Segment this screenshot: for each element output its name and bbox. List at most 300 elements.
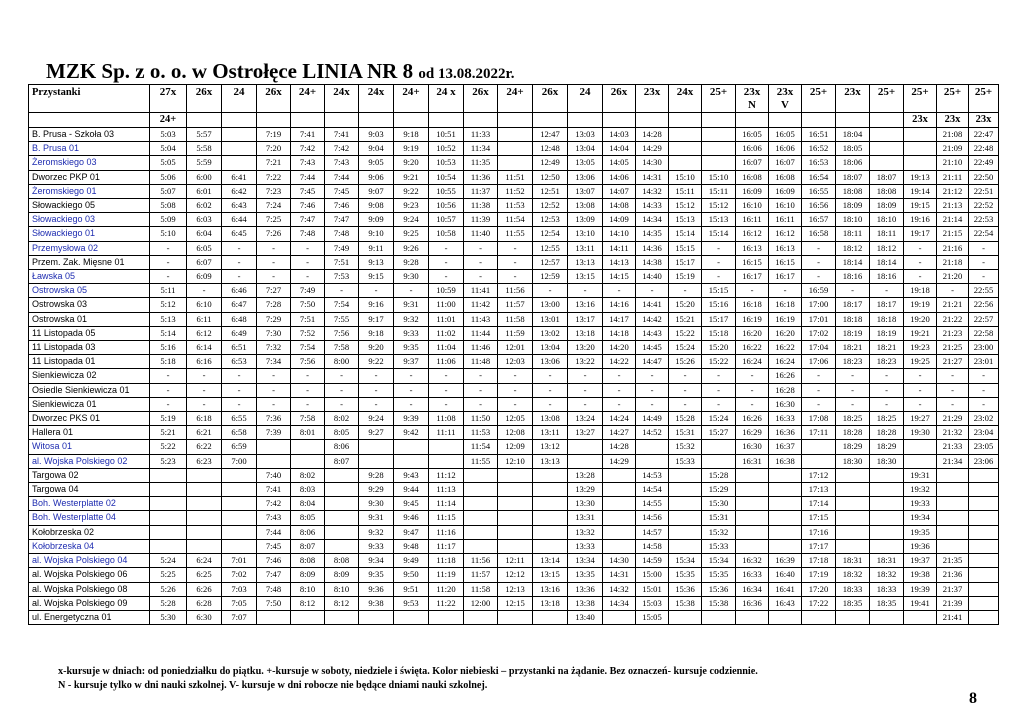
departure-time <box>870 156 904 170</box>
departure-time: 16:11 <box>769 213 802 227</box>
departure-time <box>769 483 802 497</box>
departure-time: 15:13 <box>669 213 702 227</box>
departure-time: 13:34 <box>568 554 603 568</box>
departure-time: 7:50 <box>257 596 291 610</box>
stops-header: Przystanki <box>29 85 150 113</box>
departure-time: 12:51 <box>533 184 568 198</box>
departure-time: 9:45 <box>394 497 429 511</box>
departure-time: - <box>429 383 464 397</box>
departure-time: 19:33 <box>904 497 937 511</box>
departure-time: 12:57 <box>533 255 568 269</box>
departure-time: 14:43 <box>636 326 669 340</box>
departure-time: 17:13 <box>802 483 836 497</box>
departure-time: 7:42 <box>257 497 291 511</box>
departure-time: 8:02 <box>291 468 325 482</box>
departure-time: 15:31 <box>669 426 702 440</box>
departure-time: 9:51 <box>394 582 429 596</box>
departure-time: 5:21 <box>150 426 187 440</box>
departure-time: 11:19 <box>429 568 464 582</box>
departure-time <box>464 511 498 525</box>
departure-time: 6:53 <box>222 355 257 369</box>
course-subheader <box>359 113 394 128</box>
departure-time: 15:32 <box>702 525 736 539</box>
departure-time: 17:12 <box>802 468 836 482</box>
departure-time: 6:30 <box>187 610 222 624</box>
departure-time: 6:59 <box>222 440 257 454</box>
departure-time <box>603 511 636 525</box>
departure-time: 14:17 <box>603 312 636 326</box>
departure-time <box>187 497 222 511</box>
departure-time: 7:32 <box>257 341 291 355</box>
departure-time: 16:08 <box>769 170 802 184</box>
departure-time: 7:52 <box>291 326 325 340</box>
departure-time: - <box>257 255 291 269</box>
departure-time <box>394 440 429 454</box>
departure-time: 11:35 <box>464 156 498 170</box>
departure-time: 12:53 <box>533 213 568 227</box>
departure-time: 9:48 <box>394 539 429 553</box>
departure-time: - <box>464 255 498 269</box>
departure-time: 18:31 <box>870 554 904 568</box>
departure-time: 5:03 <box>150 128 187 142</box>
departure-time: 14:09 <box>603 213 636 227</box>
stop-name: Słowackiego 05 <box>29 199 150 213</box>
departure-time: 7:45 <box>257 539 291 553</box>
course-subheader <box>870 113 904 128</box>
departure-time: - <box>904 397 937 411</box>
departure-time <box>603 525 636 539</box>
departure-time: 13:24 <box>568 412 603 426</box>
departure-time: 16:18 <box>769 298 802 312</box>
departure-time: 18:30 <box>836 454 870 468</box>
footnote-legend: x-kursuje w dniach: od poniedziałku do piątku. +-kursuje w soboty, niedziele i święta. Kolor niebieski – przystanki na żądanie. Bez oznaczeń- kursuje codziennie. <box>58 666 758 677</box>
course-header: 24+ <box>498 85 533 113</box>
course-subheader <box>636 113 669 128</box>
departure-time: 22:52 <box>969 199 999 213</box>
departure-time: 23:06 <box>969 454 999 468</box>
departure-time: 18:11 <box>870 227 904 241</box>
departure-time: 21:36 <box>937 568 969 582</box>
departure-time: 18:35 <box>836 596 870 610</box>
departure-time: - <box>937 369 969 383</box>
departure-time: 7:34 <box>257 355 291 369</box>
departure-time: - <box>325 397 359 411</box>
departure-time: 15:10 <box>669 170 702 184</box>
departure-time: 18:32 <box>870 568 904 582</box>
departure-time: 9:46 <box>394 511 429 525</box>
departure-time: - <box>464 383 498 397</box>
departure-time: 13:18 <box>533 596 568 610</box>
departure-time: - <box>291 241 325 255</box>
departure-time: 17:00 <box>802 298 836 312</box>
departure-time: 6:44 <box>222 213 257 227</box>
course-header: 25+ <box>904 85 937 113</box>
departure-time: - <box>836 383 870 397</box>
departure-time: 18:33 <box>836 582 870 596</box>
departure-time: 6:55 <box>222 412 257 426</box>
departure-time: - <box>702 369 736 383</box>
departure-time <box>222 497 257 511</box>
departure-time: 15:22 <box>702 355 736 369</box>
departure-time: 13:04 <box>533 341 568 355</box>
departure-time: 14:13 <box>603 255 636 269</box>
departure-time: 9:27 <box>359 426 394 440</box>
departure-time <box>498 483 533 497</box>
departure-time: - <box>669 369 702 383</box>
departure-time: 7:55 <box>325 312 359 326</box>
departure-time: 13:28 <box>568 468 603 482</box>
departure-time: 6:25 <box>187 568 222 582</box>
departure-time: - <box>150 241 187 255</box>
departure-time: 7:00 <box>222 454 257 468</box>
course-header: 25+ <box>870 85 904 113</box>
departure-time: 11:11 <box>429 426 464 440</box>
departure-time: - <box>291 369 325 383</box>
course-header: 26x <box>187 85 222 113</box>
departure-time: 14:52 <box>636 426 669 440</box>
course-header: 24 x <box>429 85 464 113</box>
departure-time: 7:26 <box>257 227 291 241</box>
table-row <box>29 326 999 340</box>
departure-time: 21:41 <box>937 610 969 624</box>
departure-time: 16:20 <box>769 326 802 340</box>
departure-time <box>736 610 769 624</box>
departure-time: 14:40 <box>636 270 669 284</box>
course-subheader <box>394 113 429 128</box>
departure-time: 15:31 <box>702 511 736 525</box>
departure-time: 13:38 <box>568 596 603 610</box>
course-subheader <box>429 113 464 128</box>
departure-time <box>937 497 969 511</box>
departure-time: 10:54 <box>429 170 464 184</box>
departure-time: 17:20 <box>802 582 836 596</box>
departure-time: 13:20 <box>568 341 603 355</box>
departure-time: 21:35 <box>937 554 969 568</box>
departure-time: 11:56 <box>498 284 533 298</box>
departure-time: - <box>736 397 769 411</box>
departure-time: 12:55 <box>533 241 568 255</box>
stop-name: Ostrowska 01 <box>29 312 150 326</box>
departure-time: 21:27 <box>937 355 969 369</box>
departure-time <box>904 128 937 142</box>
departure-time: 18:31 <box>836 554 870 568</box>
departure-time: 18:23 <box>836 355 870 369</box>
departure-time: 12:54 <box>533 227 568 241</box>
departure-time: 17:17 <box>802 539 836 553</box>
departure-time: 21:11 <box>937 170 969 184</box>
table-row <box>29 284 999 298</box>
departure-time: 16:33 <box>736 568 769 582</box>
departure-time: - <box>603 383 636 397</box>
departure-time: 16:12 <box>769 227 802 241</box>
departure-time <box>702 454 736 468</box>
departure-time: 7:47 <box>291 213 325 227</box>
departure-time: 7:44 <box>291 170 325 184</box>
departure-time: 7:25 <box>257 213 291 227</box>
departure-time: 14:32 <box>636 184 669 198</box>
departure-time: 16:53 <box>802 156 836 170</box>
departure-time <box>291 454 325 468</box>
departure-time: 9:33 <box>394 326 429 340</box>
departure-time: 15:33 <box>702 539 736 553</box>
departure-time: 7:28 <box>257 298 291 312</box>
departure-time: - <box>802 255 836 269</box>
departure-time: 10:53 <box>429 156 464 170</box>
departure-time <box>464 610 498 624</box>
departure-time: 5:06 <box>150 170 187 184</box>
departure-time: 18:18 <box>870 312 904 326</box>
departure-time: 7:22 <box>257 170 291 184</box>
departure-time: - <box>150 255 187 269</box>
course-subheader <box>291 113 325 128</box>
departure-time: 11:54 <box>464 440 498 454</box>
table-row <box>29 426 999 440</box>
table-row <box>29 582 999 596</box>
course-subheader <box>187 113 222 128</box>
departure-time: 14:38 <box>636 255 669 269</box>
departure-time: 10:51 <box>429 128 464 142</box>
departure-time <box>533 497 568 511</box>
departure-time: 18:14 <box>870 255 904 269</box>
departure-time <box>498 468 533 482</box>
departure-time: 15:03 <box>636 596 669 610</box>
departure-time: 16:05 <box>736 128 769 142</box>
departure-time: 15:24 <box>702 412 736 426</box>
departure-time: 22:48 <box>969 142 999 156</box>
departure-time <box>222 511 257 525</box>
departure-time: 11:18 <box>429 554 464 568</box>
departure-time: 9:50 <box>394 568 429 582</box>
departure-time: 19:38 <box>904 568 937 582</box>
departure-time: 15:30 <box>702 497 736 511</box>
departure-time: 5:58 <box>187 142 222 156</box>
departure-time: - <box>257 383 291 397</box>
departure-time: 7:41 <box>257 483 291 497</box>
departure-time: - <box>969 383 999 397</box>
departure-time: - <box>464 397 498 411</box>
departure-time: - <box>394 383 429 397</box>
departure-time: 9:24 <box>359 412 394 426</box>
stop-name: Boh. Westerplatte 04 <box>29 511 150 525</box>
departure-time: 15:33 <box>669 454 702 468</box>
departure-time: 7:49 <box>325 241 359 255</box>
departure-time: 9:07 <box>359 184 394 198</box>
departure-time: 17:16 <box>802 525 836 539</box>
table-row <box>29 199 999 213</box>
departure-time: - <box>498 241 533 255</box>
departure-time: 14:29 <box>636 142 669 156</box>
departure-time: 14:11 <box>603 241 636 255</box>
departure-time: 22:55 <box>969 284 999 298</box>
departure-time: 5:19 <box>150 412 187 426</box>
departure-time <box>802 610 836 624</box>
departure-time: 13:01 <box>533 312 568 326</box>
departure-time: 19:23 <box>904 341 937 355</box>
departure-time: 19:27 <box>904 412 937 426</box>
departure-time <box>325 468 359 482</box>
departure-time: 9:25 <box>394 227 429 241</box>
departure-time <box>257 454 291 468</box>
departure-time <box>702 610 736 624</box>
departure-time <box>702 156 736 170</box>
departure-time <box>568 454 603 468</box>
departure-time: - <box>464 270 498 284</box>
departure-time: 5:25 <box>150 568 187 582</box>
departure-time: - <box>904 270 937 284</box>
departure-time: - <box>498 397 533 411</box>
departure-time: 7:20 <box>257 142 291 156</box>
course-header: 24x <box>669 85 702 113</box>
departure-time <box>222 142 257 156</box>
departure-time: 12:49 <box>533 156 568 170</box>
departure-time <box>325 483 359 497</box>
course-header: 24 <box>222 85 257 113</box>
departure-time <box>325 497 359 511</box>
departure-time: 6:21 <box>187 426 222 440</box>
departure-time: - <box>702 270 736 284</box>
departure-time: 21:21 <box>937 298 969 312</box>
departure-time: 11:44 <box>464 326 498 340</box>
departure-time: 14:20 <box>603 341 636 355</box>
departure-time: 10:59 <box>429 284 464 298</box>
departure-time: 5:26 <box>150 582 187 596</box>
departure-time: 7:54 <box>325 298 359 312</box>
departure-time: 17:18 <box>802 554 836 568</box>
stop-name: 11 Listopada 03 <box>29 341 150 355</box>
departure-time: 7:19 <box>257 128 291 142</box>
departure-time: 6:46 <box>222 284 257 298</box>
departure-time: 9:31 <box>359 511 394 525</box>
departure-time: 15:19 <box>669 270 702 284</box>
departure-time: 14:29 <box>603 454 636 468</box>
departure-time: 18:18 <box>836 312 870 326</box>
departure-time: 15:17 <box>669 255 702 269</box>
departure-time: 16:13 <box>736 241 769 255</box>
departure-time: 8:10 <box>325 582 359 596</box>
departure-time: 13:08 <box>568 199 603 213</box>
departure-time: 9:03 <box>359 128 394 142</box>
departure-time: 9:10 <box>359 227 394 241</box>
departure-time: - <box>736 383 769 397</box>
stop-name: Targowa 04 <box>29 483 150 497</box>
departure-time: 9:13 <box>359 255 394 269</box>
departure-time: 7:43 <box>325 156 359 170</box>
course-header: 26x <box>464 85 498 113</box>
departure-time: 8:06 <box>325 440 359 454</box>
departure-time: 18:12 <box>870 241 904 255</box>
departure-time: 21:22 <box>937 312 969 326</box>
departure-time: 18:19 <box>870 326 904 340</box>
departure-time: - <box>702 255 736 269</box>
departure-time <box>870 468 904 482</box>
table-row <box>29 454 999 468</box>
departure-time <box>429 440 464 454</box>
departure-time: 14:57 <box>636 525 669 539</box>
departure-time: 16:24 <box>736 355 769 369</box>
departure-time: 14:28 <box>603 440 636 454</box>
departure-time: - <box>150 270 187 284</box>
departure-time <box>769 525 802 539</box>
departure-time: 11:55 <box>498 227 533 241</box>
departure-time: 12:50 <box>533 170 568 184</box>
departure-time: 11:06 <box>429 355 464 369</box>
departure-time <box>969 539 999 553</box>
departure-time: 15:34 <box>669 554 702 568</box>
departure-time: 21:39 <box>937 596 969 610</box>
departure-time <box>359 440 394 454</box>
departure-time: 19:16 <box>904 213 937 227</box>
departure-time: 5:18 <box>150 355 187 369</box>
departure-time: 15:15 <box>669 241 702 255</box>
course-subheader: 23x <box>937 113 969 128</box>
departure-time: 11:59 <box>498 326 533 340</box>
departure-time: 13:07 <box>568 184 603 198</box>
departure-time: 6:14 <box>187 341 222 355</box>
departure-time: 11:04 <box>429 341 464 355</box>
course-subheader <box>533 113 568 128</box>
departure-time: 16:08 <box>736 170 769 184</box>
departure-time: 10:55 <box>429 184 464 198</box>
stop-name: Przem. Zak. Mięsne 01 <box>29 255 150 269</box>
stop-name: ul. Energetyczna 01 <box>29 610 150 624</box>
departure-time: 11:46 <box>464 341 498 355</box>
timetable <box>28 84 999 625</box>
departure-time: 5:09 <box>150 213 187 227</box>
departure-time <box>222 128 257 142</box>
departure-time <box>904 142 937 156</box>
departure-time: 13:29 <box>568 483 603 497</box>
departure-time: 16:38 <box>769 454 802 468</box>
departure-time: 9:16 <box>359 298 394 312</box>
departure-time: 16:19 <box>736 312 769 326</box>
departure-time: 6:49 <box>222 326 257 340</box>
departure-time: 7:36 <box>257 412 291 426</box>
departure-time: 10:58 <box>429 227 464 241</box>
departure-time: 6:47 <box>222 298 257 312</box>
departure-time: 5:22 <box>150 440 187 454</box>
departure-time: 18:12 <box>836 241 870 255</box>
departure-time: 19:37 <box>904 554 937 568</box>
departure-time: 12:08 <box>498 426 533 440</box>
departure-time: 13:16 <box>533 582 568 596</box>
departure-time: 21:14 <box>937 213 969 227</box>
course-header: 23x N <box>736 85 769 113</box>
departure-time: 9:18 <box>394 128 429 142</box>
departure-time: 16:10 <box>736 199 769 213</box>
departure-time: 9:08 <box>359 199 394 213</box>
departure-time: 14:31 <box>636 170 669 184</box>
departure-time: 9:09 <box>359 213 394 227</box>
stop-name: Ostrowska 03 <box>29 298 150 312</box>
departure-time: 16:28 <box>769 383 802 397</box>
departure-time <box>394 454 429 468</box>
departure-time: 16:54 <box>802 170 836 184</box>
course-header: 23x V <box>769 85 802 113</box>
departure-time: 16:09 <box>769 184 802 198</box>
departure-time: - <box>802 270 836 284</box>
departure-time: 9:18 <box>359 326 394 340</box>
departure-time: 8:10 <box>291 582 325 596</box>
table-row <box>29 554 999 568</box>
departure-time: 14:36 <box>636 241 669 255</box>
departure-time: - <box>257 369 291 383</box>
departure-time: 7:56 <box>291 355 325 369</box>
departure-time: - <box>568 383 603 397</box>
departure-time: 22:51 <box>969 184 999 198</box>
departure-time: 17:14 <box>802 497 836 511</box>
departure-time: 15:38 <box>669 596 702 610</box>
departure-time: - <box>636 383 669 397</box>
